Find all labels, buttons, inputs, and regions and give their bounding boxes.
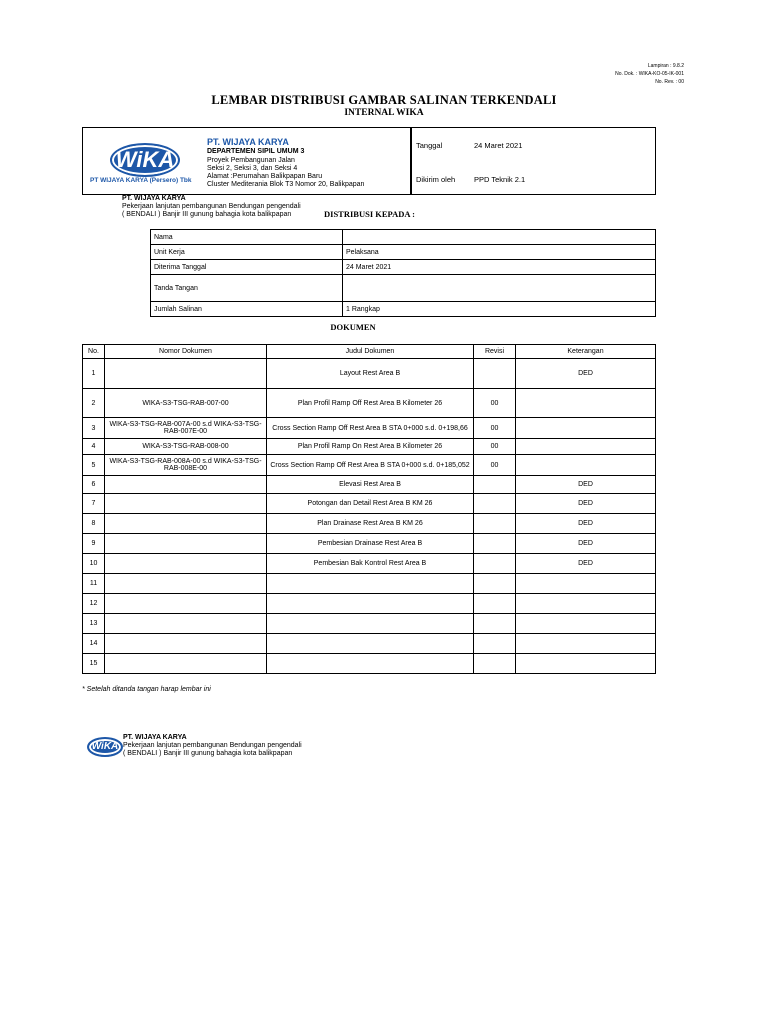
address-line-2: Cluster Mediterania Blok T3 Nomor 20, Balikpapan [207,181,365,188]
documents-header-row [83,345,656,359]
cell-keterangan: DED [516,514,656,534]
project-desc-line-1: Pekerjaan lanjutan pembangunan Bendungan pengendali [122,203,301,210]
cell-no: 15 [83,654,105,674]
project-info [207,157,364,189]
company-name: PT. WIJAYA KARYA [207,137,289,147]
cell-keterangan [516,614,656,634]
cell-keterangan [516,634,656,654]
cell-no: 9 [83,534,105,554]
cell-judul: Cross Section Ramp Off Rest Area B STA 0+000 s.d. 0+185,052 [267,455,474,476]
cell-no: 10 [83,554,105,574]
page-title: LEMBAR DISTRIBUSI GAMBAR SALINAN TERKENDALI [211,93,557,107]
cell-no: 2 [83,389,105,418]
cell-judul [267,654,474,674]
footer-wika-logo: WiKA [87,737,123,757]
cell-judul: Layout Rest Area B [267,359,474,389]
dikirim-value: PPD Teknik 2.1 [474,175,526,184]
dikirim-label: Dikirim oleh [416,175,456,184]
cell-nomor [105,494,267,514]
cell-nomor [105,594,267,614]
cell-nomor [105,514,267,534]
table-row [83,534,656,554]
cell-keterangan: DED [516,494,656,514]
project-company-name: PT. WIJAYA KARYA [122,195,186,202]
page-subtitle: INTERNAL WIKA [344,108,424,118]
header-keterangan: Keterangan [516,345,656,359]
table-row [83,476,656,494]
distribusi-colon: : [412,209,416,219]
cell-revisi [474,494,516,514]
cell-revisi [474,654,516,674]
cell-keterangan: DED [516,554,656,574]
no-dok-text: No. Dok. : WIKA-KO-05-IK-001 [615,71,684,77]
cell-no: 1 [83,359,105,389]
cell-nomor: WIKA-S3-TSG-RAB-007A-00 s.d WIKA-S3-TSG-RAB-007E-00 [105,418,267,439]
cell-judul: Plan Drainase Rest Area B KM 26 [267,514,474,534]
tanggal-value: 24 Maret 2021 [474,141,523,150]
table-row [83,359,656,389]
cell-judul: Plan Profil Ramp Off Rest Area B Kilometer 26 [267,389,474,418]
table-row [83,439,656,455]
project-company-block [122,195,301,219]
cell-no: 5 [83,455,105,476]
cell-keterangan [516,594,656,614]
table-row [83,455,656,476]
header-no: No. [83,345,105,359]
distribusi-label: DISTRIBUSI KEPADA [324,209,411,219]
table-row [83,418,656,439]
cell-nomor [105,476,267,494]
cell-judul [267,594,474,614]
recipient-label: Tanda Tangan [151,275,343,302]
recipient-value[interactable]: 24 Maret 2021 [343,260,656,275]
cell-revisi: 00 [474,439,516,455]
cell-judul: Potongan dan Detail Rest Area B KM 26 [267,494,474,514]
footnote: * Setelah ditanda tangan harap lembar ini [82,686,211,693]
header-nomor: Nomor Dokumen [105,345,267,359]
cell-keterangan [516,418,656,439]
cell-nomor: WIKA-S3-TSG-RAB-008-00 [105,439,267,455]
cell-no: 4 [83,439,105,455]
documents-table [82,344,656,674]
cell-judul: Pembesian Bak Kontrol Rest Area B [267,554,474,574]
footer-company-block [123,734,302,758]
table-row [83,594,656,614]
cell-revisi [474,574,516,594]
cell-no: 11 [83,574,105,594]
cell-revisi [474,594,516,614]
project-line-2: Seksi 2, Seksi 3, dan Seksi 4 [207,165,298,172]
recipient-value[interactable]: 1 Rangkap [343,302,656,317]
lampiran-text: Lampiran : 9.8.2 [647,63,684,69]
cell-keterangan [516,654,656,674]
table-row [83,614,656,634]
cell-revisi [474,534,516,554]
recipient-label: Diterima Tanggal [151,260,343,275]
table-row [83,654,656,674]
recipient-value[interactable] [343,230,656,245]
cell-keterangan: DED [516,359,656,389]
cell-keterangan: DED [516,534,656,554]
recipient-value[interactable]: Pelaksana [343,245,656,260]
cell-nomor [105,574,267,594]
header-divider [410,127,412,195]
cell-judul [267,634,474,654]
cell-keterangan [516,439,656,455]
cell-judul: Pembesian Drainase Rest Area B [267,534,474,554]
cell-keterangan [516,574,656,594]
tanggal-label: Tanggal [416,141,443,150]
wika-logo: WiKA [110,143,180,177]
cell-no: 6 [83,476,105,494]
recipient-value[interactable] [343,275,656,302]
project-desc-line-2: ( BENDALI ) Banjir III gunung bahagia kota balikpapan [122,211,292,218]
recipient-label: Jumlah Salinan [151,302,343,317]
cell-judul: Cross Section Ramp Off Rest Area B STA 0+000 s.d. 0+198,66 [267,418,474,439]
cell-revisi: 00 [474,455,516,476]
project-line-1: Proyek Pembangunan Jalan [207,157,295,164]
recipient-row-diterima [151,260,656,275]
footer-company-name: PT. WIJAYA KARYA [123,734,187,741]
header-judul: Judul Dokumen [267,345,474,359]
table-row [83,574,656,594]
table-row [83,389,656,418]
cell-revisi [474,614,516,634]
recipient-row-nama [151,230,656,245]
cell-keterangan: DED [516,476,656,494]
table-row [83,554,656,574]
table-row [83,514,656,534]
cell-keterangan [516,389,656,418]
footer-line-1: Pekerjaan lanjutan pembangunan Bendungan pengendali [123,742,302,749]
cell-nomor [105,534,267,554]
recipient-label: Unit Kerja [151,245,343,260]
document-meta [615,62,684,86]
cell-keterangan [516,455,656,476]
no-rev-text: No. Rev. : 00 [655,79,684,85]
cell-judul [267,574,474,594]
dokumen-heading: DOKUMEN [330,322,376,332]
cell-revisi [474,634,516,654]
cell-judul: Elevasi Rest Area B [267,476,474,494]
cell-no: 3 [83,418,105,439]
cell-revisi: 00 [474,418,516,439]
cell-no: 12 [83,594,105,614]
cell-nomor [105,554,267,574]
company-caption: PT WIJAYA KARYA (Persero) Tbk [90,177,192,184]
cell-judul: Plan Profil Ramp On Rest Area B Kilometer 26 [267,439,474,455]
cell-nomor [105,614,267,634]
recipient-table [150,229,656,317]
cell-revisi [474,554,516,574]
cell-nomor [105,654,267,674]
cell-revisi [474,476,516,494]
table-row [83,494,656,514]
header-revisi: Revisi [474,345,516,359]
footer-line-2: ( BENDALI ) Banjir III gunung bahagia kota balikpapan [123,750,293,757]
table-row [83,634,656,654]
recipient-label: Nama [151,230,343,245]
cell-no: 13 [83,614,105,634]
recipient-row-jumlah [151,302,656,317]
cell-revisi [474,359,516,389]
recipient-row-unit [151,245,656,260]
cell-revisi: 00 [474,389,516,418]
address-line-1: Alamat :Perumahan Balikpapan Baru [207,173,323,180]
department-name: DEPARTEMEN SIPIL UMUM 3 [207,148,305,155]
cell-revisi [474,514,516,534]
cell-nomor [105,634,267,654]
cell-nomor: WIKA-S3-TSG-RAB-008A-00 s.d WIKA-S3-TSG-RAB-008E-00 [105,455,267,476]
distribusi-heading [324,209,415,219]
cell-nomor: WIKA-S3-TSG-RAB-007-00 [105,389,267,418]
cell-judul [267,614,474,634]
cell-no: 8 [83,514,105,534]
cell-nomor [105,359,267,389]
recipient-row-tanda-tangan [151,275,656,302]
cell-no: 7 [83,494,105,514]
cell-no: 14 [83,634,105,654]
